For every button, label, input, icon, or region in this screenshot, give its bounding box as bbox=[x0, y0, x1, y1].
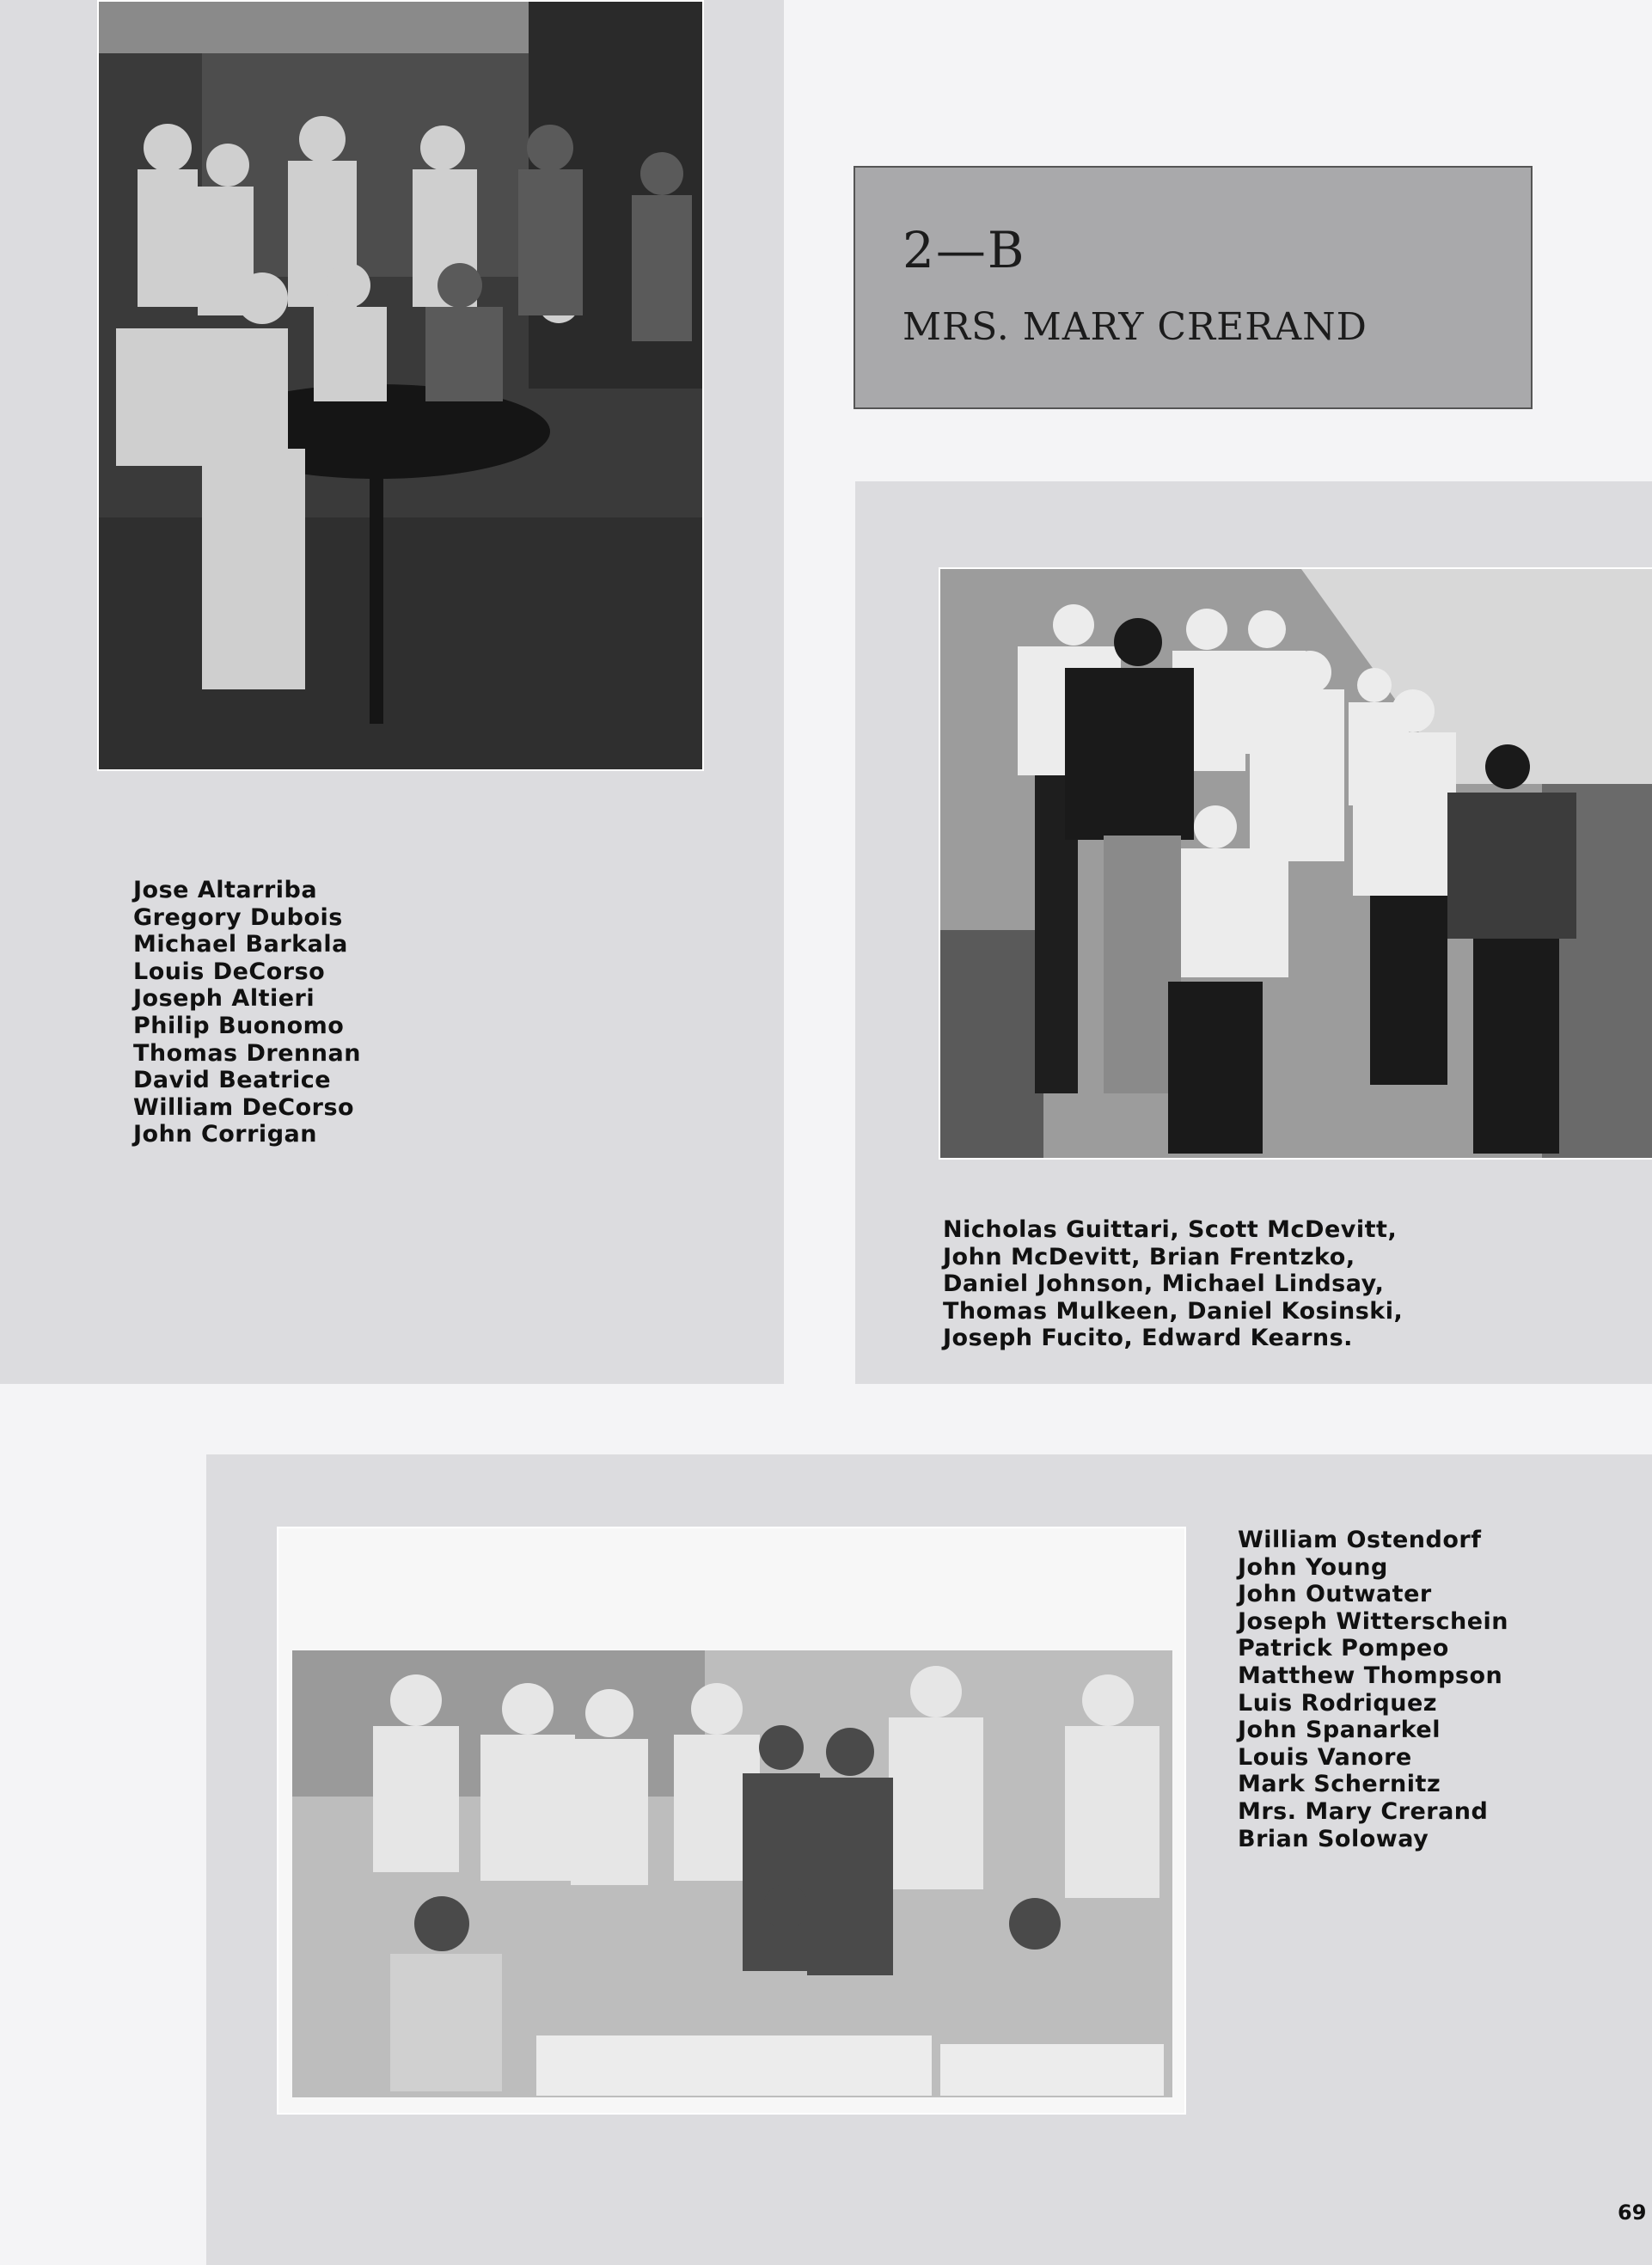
name-item: Michael Barkala bbox=[133, 931, 348, 958]
name-item: Joseph Witterschein bbox=[1238, 1607, 1508, 1635]
name-item: Philip Buonomo bbox=[133, 1012, 345, 1039]
class-title-box bbox=[854, 166, 1533, 409]
name-item: Luis Rodriquez bbox=[1238, 1689, 1437, 1717]
name-item: Jose Altarriba bbox=[133, 877, 318, 903]
name-item: Matthew Thompson bbox=[1238, 1662, 1503, 1689]
top-left-names-list bbox=[133, 877, 361, 1148]
name-item: Mark Schernitz bbox=[1238, 1771, 1441, 1798]
right-caption bbox=[943, 1216, 1403, 1352]
name-item: John Spanarkel bbox=[1238, 1717, 1441, 1744]
bottom-names-list bbox=[1238, 1527, 1508, 1852]
name-item: Gregory Dubois bbox=[133, 903, 343, 931]
name-item: Joseph Altieri bbox=[133, 985, 315, 1013]
caption-line: Daniel Johnson, Michael Lindsay, bbox=[943, 1270, 1385, 1298]
name-item: Louis Vanore bbox=[1238, 1743, 1412, 1771]
teacher-name: MRS. MARY CRERAND bbox=[902, 305, 1367, 349]
name-item: John Young bbox=[1238, 1553, 1388, 1581]
library-group-photo bbox=[97, 0, 704, 771]
caption-line: Thomas Mulkeen, Daniel Kosinski, bbox=[943, 1297, 1404, 1325]
name-item: Mrs. Mary Crerand bbox=[1238, 1797, 1489, 1825]
name-item: William Ostendorf bbox=[1238, 1527, 1482, 1553]
name-item: Brian Soloway bbox=[1238, 1825, 1429, 1852]
name-item: Louis DeCorso bbox=[133, 958, 326, 985]
name-item: Thomas Drennan bbox=[133, 1039, 361, 1067]
classroom-group-photo bbox=[277, 1527, 1186, 2115]
name-item: Patrick Pompeo bbox=[1238, 1635, 1449, 1662]
stairwell-group-photo bbox=[939, 567, 1652, 1160]
caption-line: John McDevitt, Brian Frentzko, bbox=[943, 1243, 1355, 1270]
name-item: John Outwater bbox=[1238, 1581, 1432, 1608]
caption-line: Joseph Fucito, Edward Kearns. bbox=[943, 1325, 1353, 1352]
class-code: 2—B bbox=[902, 221, 1026, 279]
caption-line: Nicholas Guittari, Scott McDevitt, bbox=[943, 1216, 1398, 1243]
name-item: David Beatrice bbox=[133, 1067, 332, 1094]
name-item: William DeCorso bbox=[133, 1093, 355, 1121]
name-item: John Corrigan bbox=[133, 1121, 317, 1148]
page-number: 69 bbox=[1618, 2201, 1647, 2225]
